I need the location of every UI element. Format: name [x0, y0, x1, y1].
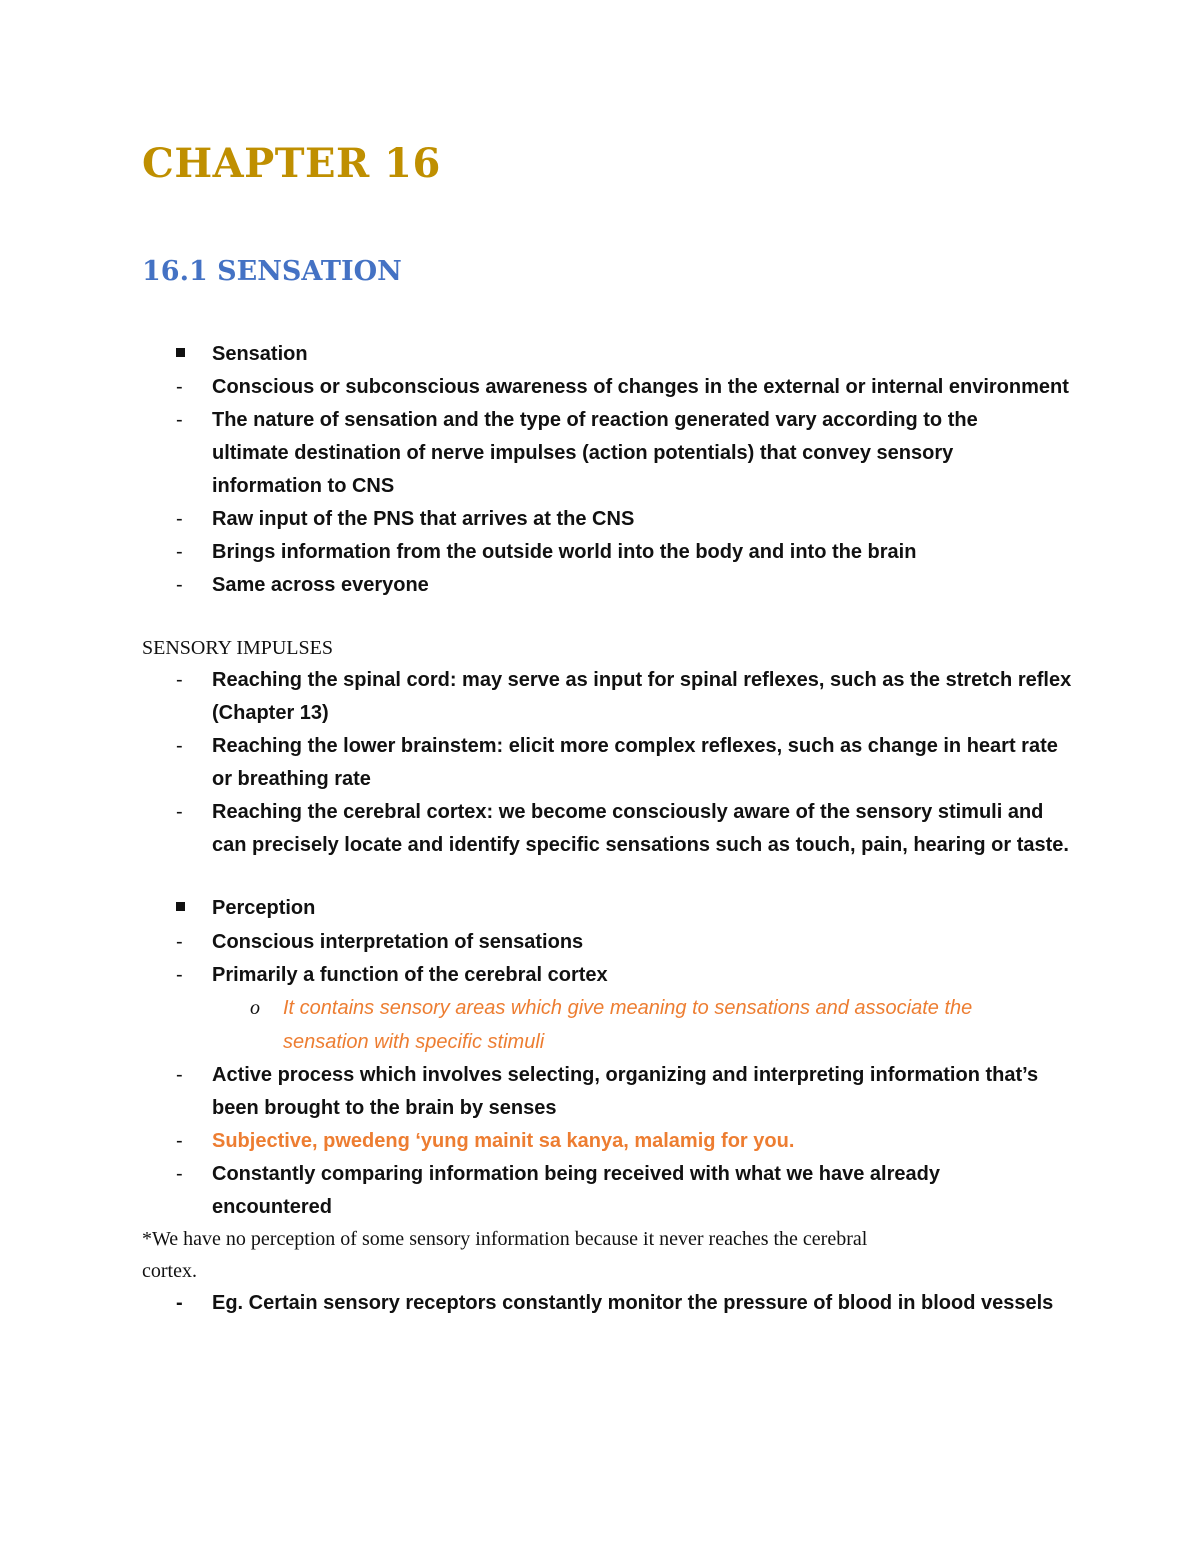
perception-heading: Perception — [212, 897, 316, 919]
dash-marker: - — [176, 574, 183, 596]
list-item: information to CNS — [212, 475, 395, 497]
section-title: 16.1 SENSATION — [142, 256, 402, 287]
list-item-highlight: Subjective, pwedeng ‘yung mainit sa kanya, malamig for you. — [212, 1130, 795, 1152]
list-item: encountered — [212, 1196, 333, 1218]
square-bullet-icon — [176, 902, 185, 911]
dash-marker: - — [176, 376, 183, 398]
dash-marker: - — [176, 669, 183, 691]
sub-list-item: sensation with specific stimuli — [283, 1031, 545, 1053]
dash-marker: - — [176, 735, 183, 757]
list-item: Primarily a function of the cerebral cortex — [212, 964, 608, 986]
list-item: Same across everyone — [212, 574, 429, 596]
square-bullet-icon — [176, 348, 185, 357]
list-item: ultimate destination of nerve impulses (action potentials) that convey sensory — [212, 442, 954, 464]
dash-marker: - — [176, 964, 183, 986]
dash-marker: - — [176, 801, 183, 823]
list-item: Brings information from the outside world into the body and into the brain — [212, 541, 917, 563]
list-item: can precisely locate and identify specific sensations such as touch, pain, hearing or taste. — [212, 834, 1069, 856]
dash-marker: - — [176, 541, 183, 563]
list-item: Active process which involves selecting, organizing and interpreting information that’s — [212, 1064, 1039, 1086]
list-item: Reaching the cerebral cortex: we become consciously aware of the sensory stimuli and — [212, 801, 1044, 823]
list-item: or breathing rate — [212, 768, 371, 790]
list-item: The nature of sensation and the type of reaction generated vary according to the — [212, 409, 978, 431]
impulses-heading: SENSORY IMPULSES — [142, 637, 333, 659]
list-item: Conscious or subconscious awareness of changes in the external or internal environment — [212, 376, 1069, 398]
dash-marker: - — [176, 931, 183, 953]
dash-marker: - — [176, 508, 183, 530]
sensation-heading: Sensation — [212, 343, 308, 365]
dash-marker: - — [176, 409, 183, 431]
list-item: Reaching the lower brainstem: elicit more complex reflexes, such as change in heart rate — [212, 735, 1058, 757]
dash-marker: - — [176, 1292, 183, 1314]
dash-marker: - — [176, 1163, 183, 1185]
list-item: Conscious interpretation of sensations — [212, 931, 584, 953]
list-item: Raw input of the PNS that arrives at the CNS — [212, 508, 635, 530]
list-item: been brought to the brain by senses — [212, 1097, 557, 1119]
sub-list-item: It contains sensory areas which give meaning to sensations and associate the — [283, 997, 973, 1019]
note-line: *We have no perception of some sensory information because it never reaches the cerebral — [142, 1228, 868, 1250]
list-item: Constantly comparing information being received with what we have already — [212, 1163, 940, 1185]
chapter-title: CHAPTER 16 — [142, 140, 441, 187]
list-item: (Chapter 13) — [212, 702, 329, 724]
note-line: cortex. — [142, 1260, 197, 1282]
example-item: Eg. Certain sensory receptors constantly monitor the pressure of blood in blood vessels — [212, 1292, 1054, 1314]
list-item: Reaching the spinal cord: may serve as input for spinal reflexes, such as the stretch reflex — [212, 669, 1072, 691]
dash-marker: - — [176, 1130, 183, 1152]
sub-bullet-marker: o — [250, 997, 260, 1019]
dash-marker: - — [176, 1064, 183, 1086]
